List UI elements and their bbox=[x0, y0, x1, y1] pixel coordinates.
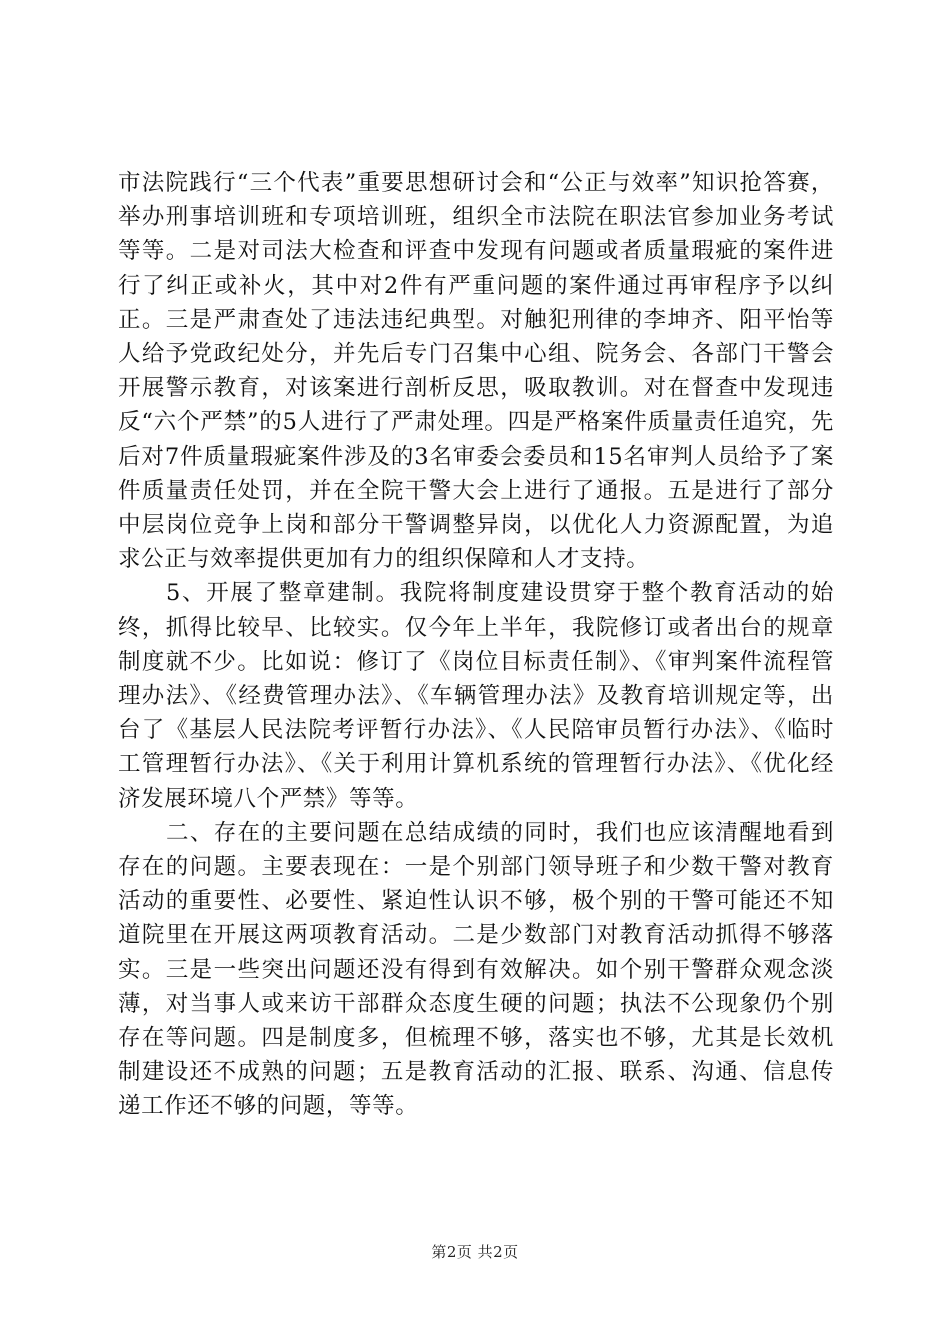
paragraph-2: 5、开展了整章建制。我院将制度建设贯穿于整个教育活动的始终，抓得比较早、比较实。仅今年上半年，我院修订或者出台的规章制度就不少。比如说：修订了《岗位目标责任制》、《审判案件流程管理办法》、《经费管理办法》、《车辆管理办法》及教育培训规定等，出台了《基层人民法院考评暂行办法》、《人民陪审员暂行办法》、《临时工管理暂行办法》、《关于利用计算机系统的管理暂行办法》、《优化经济发展环境八个严禁》等等。 bbox=[118, 580, 834, 812]
document-body bbox=[118, 166, 834, 1124]
page-footer: 第2页 共2页 bbox=[431, 1243, 519, 1261]
paragraph-3: 二、存在的主要问题在总结成绩的同时，我们也应该清醒地看到存在的问题。主要表现在：一是个别部门领导班子和少数干警对教育活动的重要性、必要性、紧迫性认识不够，极个别的干警可能还不知道院里在开展这两项教育活动。二是少数部门对教育活动抓得不够落实。三是一些突出问题还没有得到有效解决。如个别干警群众观念淡薄，对当事人或来访干部群众态度生硬的问题；执法不公现象仍个别存在等问题。四是制度多，但梳理不够，落实也不够，尤其是长效机制建设还不成熟的问题；五是教育活动的汇报、联系、沟通、信息传递工作还不够的问题，等等。 bbox=[118, 819, 834, 1120]
paragraph-1: 市法院践行“三个代表”重要思想研讨会和“公正与效率”知识抢答赛，举办刑事培训班和专项培训班，组织全市法院在职法官参加业务考试等等。二是对司法大检查和评查中发现有问题或者质量瑕疵的案件进行了纠正或补火，其中对2件有严重问题的案件通过再审程序予以纠正。三是严肃查处了违法违纪典型。对触犯刑律的李坤齐、阳平怡等人给予党政纪处分，并先后专门召集中心组、院务会、各部门干警会开展警示教育，对该案进行剖析反思，吸取教训。对在督查中发现违反“六个严禁”的5人进行了严肃处理。四是严格案件质量责任追究，先后对7件质量瑕疵案件涉及的3名审委会委员和15名审判人员给予了案件质量责任处罚，并在全院干警大会上进行了通报。五是进行了部分中层岗位竞争上岗和部分干警调整异岗，以优化人力资源配置，为追求公正与效率提供更加有力的组织保障和人才支持。 bbox=[118, 170, 834, 573]
